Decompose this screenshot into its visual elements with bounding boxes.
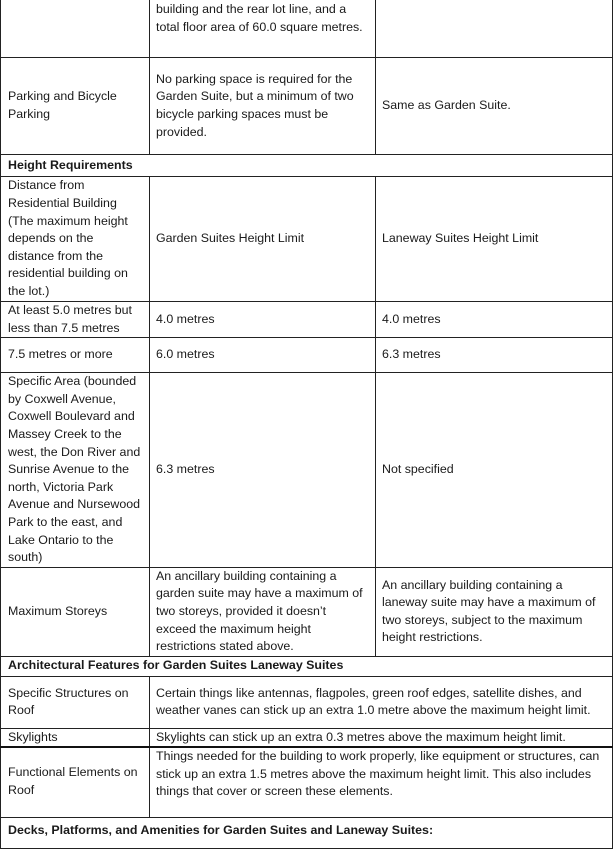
garden-cell: 6.0 metres	[150, 338, 376, 373]
section-title: Architectural Features for Garden Suites Laneway Suites	[1, 656, 613, 676]
table-row-floor-area-continued	[1, 0, 613, 58]
laneway-cell: 4.0 metres	[376, 302, 613, 338]
table-row	[1, 177, 613, 302]
table-row	[1, 728, 613, 747]
section-title: Height Requirements	[1, 155, 613, 177]
garden-cell: 4.0 metres	[150, 302, 376, 338]
laneway-cell: Not specified	[376, 373, 613, 568]
garden-cell: Garden Suites Height Limit	[150, 177, 376, 302]
description-cell: Things needed for the building to work properly, like equipment or structures, can stick up an extra 1.5 metres above the maximum height limit. This also includes things that cover or screen these elements.	[150, 747, 613, 817]
row-label: Parking and Bicycle Parking	[1, 58, 150, 155]
row-label: Specific Area (bounded by Coxwell Avenue, Coxwell Boulevard and Massey Creek to the west, the Don River and Sunrise Avenue to the north, Victoria Park Avenue and Nursewood Park to the east, and Lake Ontario to the south)	[1, 373, 150, 568]
table-row	[1, 567, 613, 656]
table-row-parking	[1, 58, 613, 155]
table-row	[1, 676, 613, 728]
garden-cell: building and the rear lot line, and a total floor area of 60.0 square metres.	[150, 0, 376, 58]
row-label: 7.5 metres or more	[1, 338, 150, 373]
section-title: Decks, Platforms, and Amenities for Garden Suites and Laneway Suites:	[1, 817, 613, 848]
table-row	[1, 338, 613, 373]
section-header-architectural	[1, 656, 613, 676]
row-label: Skylights	[1, 728, 150, 747]
laneway-cell: Same as Garden Suite.	[376, 58, 613, 155]
garden-cell: An ancillary building containing a garden suite may have a maximum of two storeys, provided it doesn’t exceed the maximum height restrictions stated above.	[150, 567, 376, 656]
laneway-cell: Laneway Suites Height Limit	[376, 177, 613, 302]
table-row	[1, 747, 613, 817]
description-cell: Certain things like antennas, flagpoles, green roof edges, satellite dishes, and weather vanes can stick up an extra 1.0 metre above the maximum height limit.	[150, 676, 613, 728]
laneway-cell: An ancillary building containing a laneway suite may have a maximum of two storeys, subject to the maximum height restrictions.	[376, 567, 613, 656]
row-label: Maximum Storeys	[1, 567, 150, 656]
table-row	[1, 373, 613, 568]
garden-cell: 6.3 metres	[150, 373, 376, 568]
row-label-empty	[1, 0, 150, 58]
laneway-cell	[376, 0, 613, 58]
laneway-cell: 6.3 metres	[376, 338, 613, 373]
row-label: At least 5.0 metres but less than 7.5 metres	[1, 302, 150, 338]
row-label: Distance from Residential Building (The maximum height depends on the distance from the residential building on the lot.)	[1, 177, 150, 302]
section-header-height	[1, 155, 613, 177]
garden-cell: No parking space is required for the Garden Suite, but a minimum of two bicycle parking spaces must be provided.	[150, 58, 376, 155]
row-label: Functional Elements on Roof	[1, 747, 150, 817]
row-label: Specific Structures on Roof	[1, 676, 150, 728]
table-row	[1, 302, 613, 338]
description-cell: Skylights can stick up an extra 0.3 metres above the maximum height limit.	[150, 728, 613, 747]
